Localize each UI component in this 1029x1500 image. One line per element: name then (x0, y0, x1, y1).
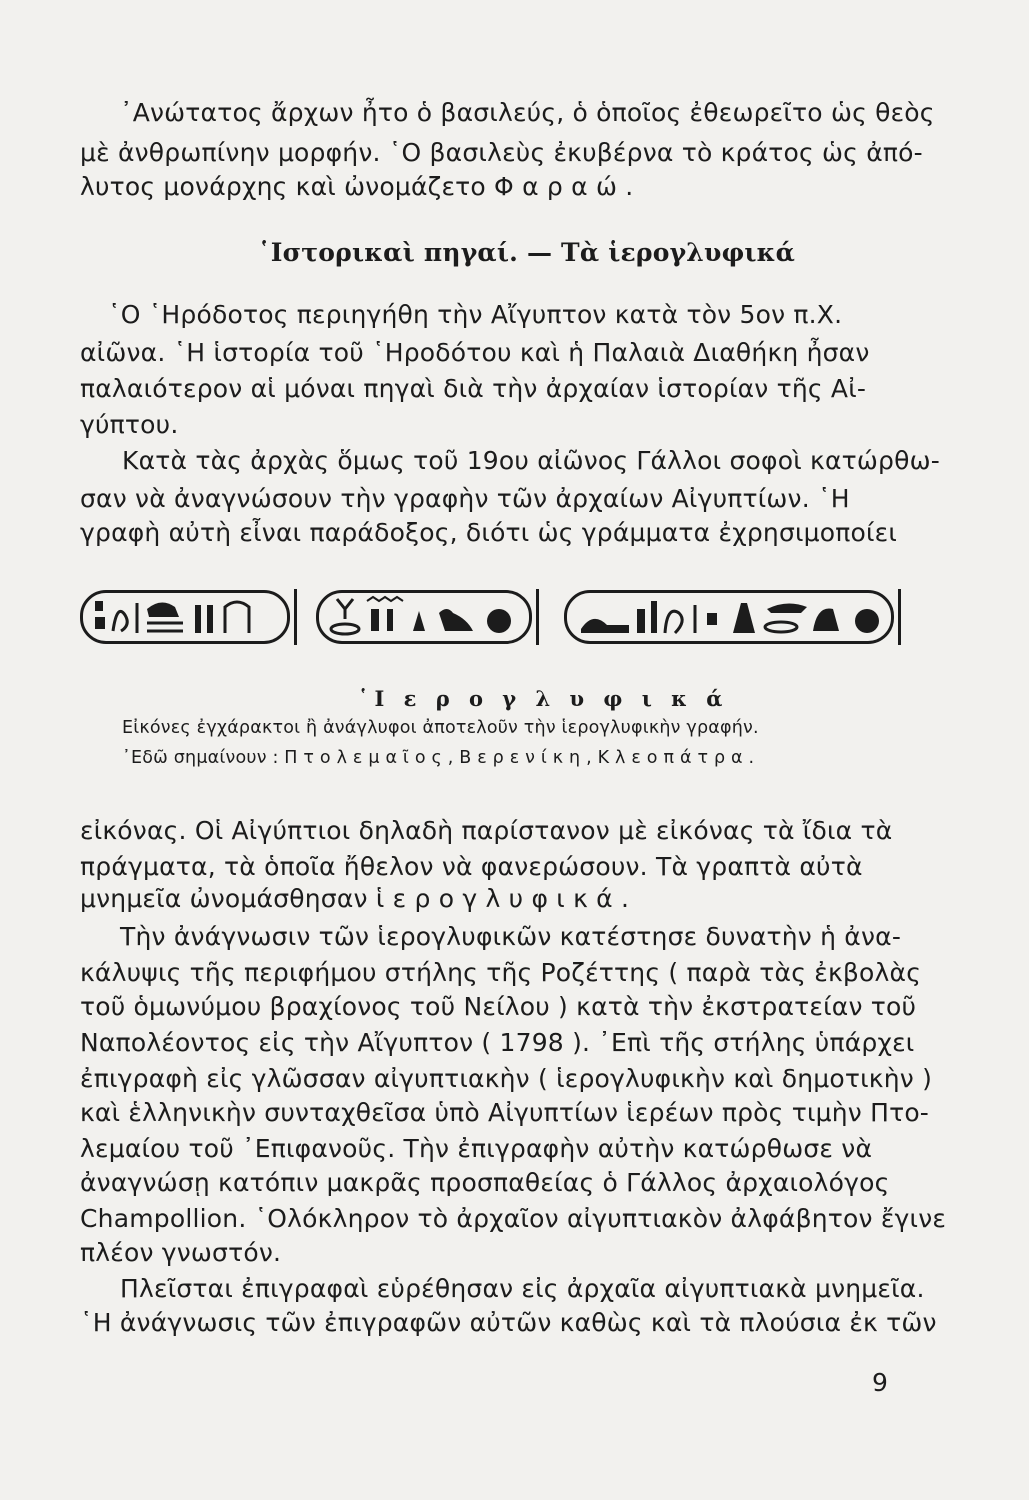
text-line: τοῦ ὁμωνύμου βραχίονος τοῦ Νείλου ) κατὰ τὴν ἐκστρατείαν τοῦ (80, 992, 917, 1021)
text-line: λυτος μονάρχης καὶ ὠνομάζετο Φ α ρ α ώ . (80, 172, 634, 201)
text-line: παλαιότερον αἱ μόναι πηγαὶ διὰ τὴν ἀρχαίαν ἱστορίαν τῆς Αἰ- (80, 374, 867, 403)
hieroglyph-icon (577, 595, 887, 639)
text-line: ᾿Ανώτατος ἄρχων ἦτο ὁ βασιλεύς, ὁ ὁποῖος ἐθεωρεῖτο ὡς θεὸς (120, 98, 935, 127)
text-line: ῾Η ἀνάγνωσις τῶν ἐπιγραφῶν αὐτῶν καθὼς καὶ τὰ πλούσια ἐκ τῶν (80, 1308, 937, 1337)
hieroglyph-icon (327, 595, 523, 639)
figure-title: ῾Ι ε ρ ο γ λ υ φ ι κ ά (358, 686, 729, 711)
text-line: σαν νὰ ἀναγνώσουν τὴν γραφὴν τῶν ἀρχαίων Αἰγυπτίων. ῾Η (80, 484, 850, 513)
text-line: γύπτου. (80, 410, 179, 439)
text-line: Πλεῖσται ἐπιγραφαὶ εὑρέθησαν εἰς ἀρχαῖα αἰγυπτιακὰ μνημεῖα. (120, 1274, 925, 1303)
text-line: γραφὴ αὐτὴ εἶναι παράδοξος, διότι ὡς γράμματα ἐχρησιμοποίει (80, 518, 898, 547)
figure-caption: ᾿Εδῶ σημαίνουν : Π τ ο λ ε μ α ῖ ο ς , Β ε ρ ε ν ί κ η , Κ λ ε ο π ά τ ρ α . (122, 748, 755, 768)
text-line: λεμαίου τοῦ ᾿Επιφανοῦς. Τὴν ἐπιγραφὴν αὐτὴν κατώρθωσε νὰ (80, 1134, 873, 1163)
section-heading: ῾Ιστορικαὶ πηγαί. — Τὰ ἱερογλυφικά (258, 238, 796, 267)
cartouche-ptolemaios (80, 590, 290, 644)
page-number: 9 (872, 1368, 888, 1397)
text-line: Κατὰ τὰς ἀρχὰς ὅμως τοῦ 19ου αἰῶνος Γάλλοι σοφοὶ κατώρθω- (122, 446, 940, 475)
text-line: καὶ ἑλληνικὴν συνταχθεῖσα ὑπὸ Αἰγυπτίων ἱερέων πρὸς τιμὴν Πτο- (80, 1098, 930, 1127)
text-line: πλέον γνωστόν. (80, 1238, 282, 1267)
text-line: εἰκόνας. Οἱ Αἰγύπτιοι δηλαδὴ παρίστανον μὲ εἰκόνας τὰ ἴδια τὰ (80, 816, 893, 845)
text-line: ῾Ο ῾Ηρόδοτος περιηγήθη τὴν Αἴγυπτον κατὰ τὸν 5ον π.Χ. (108, 300, 843, 329)
cartouche-kleopatra (564, 590, 894, 644)
text-line: Τὴν ἀνάγνωσιν τῶν ἱερογλυφικῶν κατέστησε δυνατὴν ἡ ἀνα- (120, 922, 902, 951)
text-line: Ναπολέοντος εἰς τὴν Αἴγυπτον ( 1798 ). ᾿Επὶ τῆς στήλης ὑπάρχει (80, 1028, 915, 1057)
text-line: ἀναγνώσῃ κατόπιν μακρᾶς προσπαθείας ὁ Γάλλος ἀρχαιολόγος (80, 1168, 890, 1197)
text-line: αἰῶνα. ῾Η ἱστορία τοῦ ῾Ηροδότου καὶ ἡ Παλαιὰ Διαθήκη ἦσαν (80, 338, 870, 367)
text-line: κάλυψις τῆς περιφήμου στήλης τῆς Ροζέττης ( παρὰ τὰς ἐκβολὰς (80, 958, 922, 987)
text-line: Champollion. ῾Ολόκληρον τὸ ἀρχαῖον αἰγυπτιακὸν ἀλφάβητον ἔγινε (80, 1204, 947, 1233)
text-line: μνημεῖα ὠνομάσθησαν ἱ ε ρ ο γ λ υ φ ι κ ά . (80, 884, 630, 913)
hieroglyph-icon (91, 595, 281, 639)
text-line: πράγματα, τὰ ὁποῖα ἤθελον νὰ φανερώσουν. Τὰ γραπτὰ αὐτὰ (80, 852, 863, 881)
text-line: μὲ ἀνθρωπίνην μορφήν. ῾Ο βασιλεὺς ἐκυβέρνα τὸ κράτος ὡς ἀπό- (80, 138, 923, 167)
cartouche-berenike (316, 590, 532, 644)
text-line: ἐπιγραφὴ εἰς γλῶσσαν αἰγυπτιακὴν ( ἱερογλυφικὴν καὶ δημοτικὴν ) (80, 1064, 933, 1093)
figure-caption: Εἰκόνες ἐγχάρακτοι ἢ ἀνάγλυφοι ἀποτελοῦν τὴν ἱερογλυφικὴν γραφήν. (122, 718, 759, 738)
